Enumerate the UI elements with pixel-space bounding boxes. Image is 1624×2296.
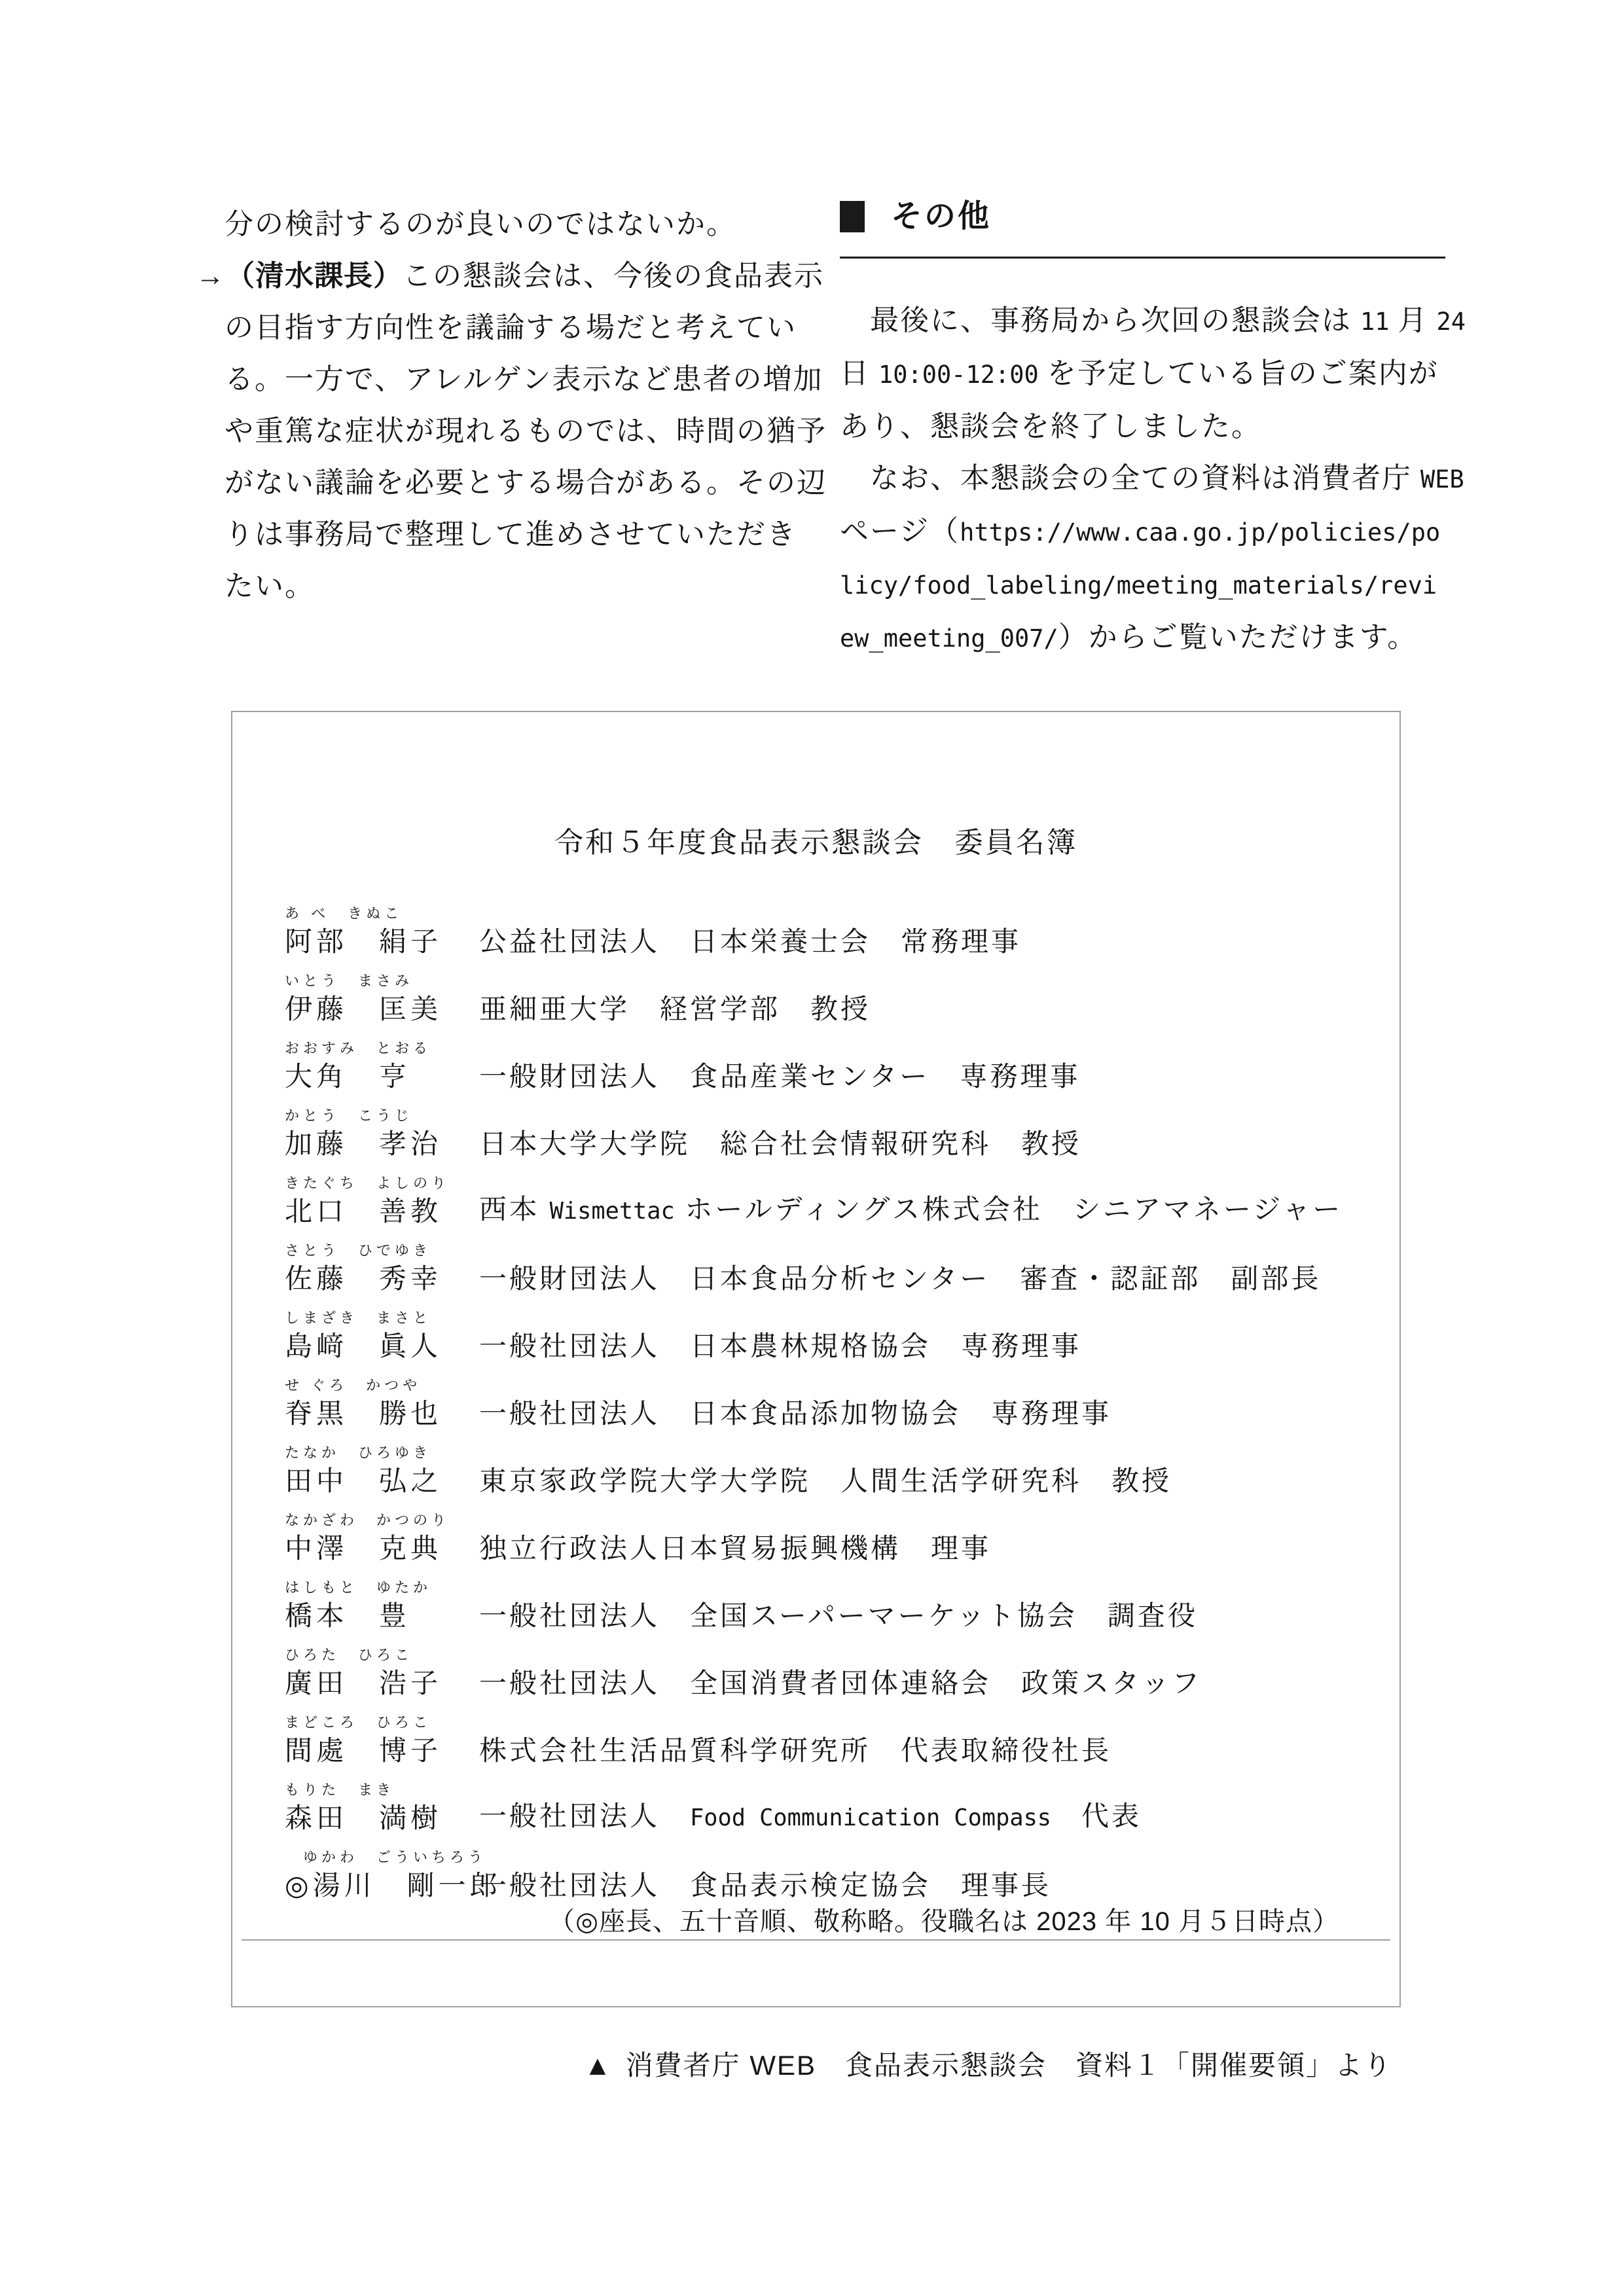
member-row-chair	[285, 1837, 1399, 1904]
text-line-url	[840, 558, 1445, 611]
member-affiliation	[479, 1665, 1202, 1702]
text-segment: 独立行政法人日本貿易振興機構 理事	[479, 1533, 992, 1564]
member-affiliation	[479, 1732, 1111, 1769]
member-furigana: あ べ きぬこ	[285, 905, 403, 922]
member-furigana: かとう こうじ	[285, 1107, 414, 1124]
text-segment: （清水課長）	[226, 260, 403, 292]
square-bullet-icon	[840, 201, 865, 232]
text-segment: 11	[1360, 308, 1390, 336]
member-affiliation	[479, 1191, 1343, 1230]
text-line	[840, 348, 1445, 401]
text-line	[840, 401, 1445, 452]
text-segment: 一般社団法人 日本食品添加物協会 専務理事	[479, 1398, 1112, 1429]
text-segment: 24	[1436, 308, 1466, 336]
text-segment: ホールディングス株式会社 シニアマネージャー	[674, 1194, 1343, 1225]
member-affiliation	[479, 924, 1021, 960]
text-line	[840, 295, 1466, 348]
member-name-cell	[285, 1376, 479, 1432]
roster-title: 令和５年度食品表示懇談会 委員名簿	[554, 827, 1077, 859]
text-segment: 一般社団法人	[479, 1801, 691, 1831]
member-row	[285, 1230, 1399, 1297]
text-segment: Food Communication Compass	[690, 1804, 1052, 1831]
member-name: 間處 博子	[285, 1735, 442, 1766]
member-name-cell	[285, 1039, 479, 1095]
member-furigana: いとう まさみ	[285, 973, 414, 989]
member-row	[285, 1365, 1399, 1432]
text-segment: ）からご覧いただけます。	[1058, 621, 1418, 653]
member-name: 脊黒 勝也	[285, 1398, 442, 1429]
text-segment: 日	[840, 357, 878, 389]
text-segment: りは事務局で整理して進めさせていただき	[225, 518, 797, 550]
member-affiliation	[479, 1328, 1081, 1365]
text-segment: がない議論を必要とする場合がある。その辺	[225, 467, 827, 499]
text-segment: る。一方で、アレルゲン表示など患者の増加	[225, 363, 823, 395]
member-row	[285, 1162, 1399, 1230]
right-column	[840, 196, 1466, 664]
member-row	[285, 1432, 1399, 1499]
source-caption	[231, 2047, 1392, 2084]
text-segment: WEB	[1420, 465, 1464, 493]
text-segment: 西本	[479, 1194, 550, 1225]
member-name-cell	[285, 1241, 479, 1297]
text-segment: https://www.caa.go.jp/policies/po	[960, 518, 1441, 547]
text-segment: →	[196, 260, 226, 292]
member-furigana: たなか ひろゆき	[285, 1444, 432, 1461]
roster-note: （◎座長、五十音順、敬称略。役職名は 2023 年 10 月５日時点）	[549, 1907, 1339, 1936]
member-furigana: ゆかわ ごういちろう	[285, 1849, 487, 1865]
member-name-cell	[285, 1511, 479, 1567]
text-line-speaker	[196, 250, 824, 302]
member-row	[285, 1297, 1399, 1365]
text-line	[196, 302, 804, 353]
member-row	[285, 1499, 1399, 1567]
member-furigana: せ ぐろ かつや	[285, 1377, 422, 1393]
member-affiliation	[479, 1598, 1198, 1634]
text-segment: 一般社団法人 全国消費者団体連絡会 政策スタッフ	[479, 1668, 1202, 1698]
member-row	[285, 1769, 1399, 1837]
member-name-cell	[285, 1645, 479, 1702]
text-line	[196, 198, 804, 250]
member-affiliation	[479, 1867, 1051, 1904]
member-row	[285, 960, 1399, 1028]
member-name-cell	[285, 1713, 479, 1769]
text-segment: 日本大学大学院 総合社会情報研究科 教授	[479, 1128, 1082, 1159]
text-segment: 一般財団法人 食品産業センター 専務理事	[479, 1061, 1081, 1092]
section-body	[840, 295, 1466, 664]
member-name: 佐藤 秀幸	[285, 1263, 442, 1294]
member-furigana: もりた まき	[285, 1782, 395, 1798]
text-segment: 一般社団法人 食品表示検定協会 理事長	[479, 1870, 1052, 1901]
triangle-marker-icon: ▲	[584, 2050, 613, 2081]
text-segment: この懇談会は、今後の食品表示	[403, 260, 824, 292]
text-line	[840, 452, 1464, 505]
member-name: 橋本 豊	[285, 1600, 411, 1631]
member-name: 廣田 浩子	[285, 1668, 442, 1698]
member-row	[285, 1702, 1399, 1769]
member-name-cell	[285, 1106, 479, 1162]
text-segment: を予定している旨のご案内が	[1038, 357, 1439, 389]
text-segment: なお、本懇談会の全ての資料は消費者庁	[840, 462, 1420, 494]
text-segment: たい。	[225, 570, 315, 602]
divider	[242, 1939, 1390, 1941]
member-name: 森田 満樹	[285, 1803, 442, 1833]
text-segment: licy/food_labeling/meeting_materials/revi	[840, 571, 1437, 600]
member-affiliation	[479, 1261, 1321, 1297]
section-heading-label: その他	[891, 199, 992, 234]
member-name: ◎湯川 剛一郎	[285, 1870, 501, 1901]
member-affiliation	[479, 1058, 1080, 1095]
text-line	[196, 509, 804, 560]
member-furigana: しまざき まさと	[285, 1310, 432, 1326]
member-furigana: ひろた ひろこ	[285, 1647, 414, 1663]
text-segment: や重篤な症状が現れるものでは、時間の猶予	[225, 415, 827, 447]
member-name: 島﨑 眞人	[285, 1331, 442, 1361]
text-segment: 亜細亜大学 経営学部 教授	[479, 994, 871, 1024]
text-line	[196, 560, 804, 612]
text-segment: 月	[1389, 304, 1437, 336]
member-furigana: なかざわ かつのり	[285, 1512, 450, 1528]
text-segment: 一般財団法人 日本食品分析センター 審査・認証部 副部長	[479, 1263, 1322, 1294]
member-name-cell	[285, 1578, 479, 1634]
member-affiliation	[479, 991, 871, 1028]
text-segment: Wismettac	[549, 1198, 675, 1225]
text-segment: 最後に、事務局から次回の懇談会は	[840, 304, 1360, 336]
member-furigana: さとう ひでゆき	[285, 1242, 432, 1259]
text-line	[196, 353, 823, 405]
text-line-url	[840, 611, 1445, 664]
text-segment: 一般社団法人 日本農林規格協会 専務理事	[479, 1331, 1082, 1361]
member-name: 中澤 克典	[285, 1533, 442, 1564]
text-segment: 分の検討するのが良いのではないか。	[225, 208, 736, 240]
member-furigana: まどころ ひろこ	[285, 1714, 432, 1731]
text-segment: 東京家政学院大学大学院 人間生活学研究科 教授	[479, 1465, 1172, 1496]
member-furigana: はしもと ゆたか	[285, 1579, 432, 1596]
text-segment: 代表	[1051, 1801, 1142, 1831]
section-heading	[840, 196, 1445, 259]
member-name: 北口 善教	[285, 1196, 442, 1227]
member-affiliation	[479, 1126, 1081, 1162]
left-column	[196, 198, 827, 612]
text-segment: ページ（	[840, 515, 960, 547]
member-row	[285, 1028, 1399, 1095]
member-name: 加藤 孝治	[285, 1128, 442, 1159]
text-segment: 10:00-12:00	[878, 361, 1039, 389]
source-caption-text: 消費者庁 WEB 食品表示懇談会 資料１「開催要領」より	[625, 2050, 1392, 2081]
member-name: 大角 亨	[285, 1061, 411, 1092]
member-furigana: きたぐち よしのり	[285, 1175, 450, 1191]
text-segment: 一般社団法人 全国スーパーマーケット協会 調査役	[479, 1600, 1198, 1631]
member-name: 阿部 絹子	[285, 926, 442, 957]
member-name-cell	[285, 1848, 501, 1904]
text-segment: の目指す方向性を議論する場だと考えてい	[225, 312, 797, 344]
member-name-cell	[285, 904, 479, 960]
member-name-cell	[285, 971, 479, 1028]
roster-rows	[232, 893, 1399, 1904]
member-affiliation	[479, 1530, 991, 1567]
member-name-cell	[285, 1308, 479, 1365]
text-line	[196, 405, 827, 457]
member-name: 田中 弘之	[285, 1465, 442, 1496]
member-furigana: おおすみ とおる	[285, 1040, 432, 1056]
member-roster-box	[231, 711, 1401, 2007]
member-row	[285, 1095, 1399, 1162]
member-row	[285, 1634, 1399, 1702]
member-affiliation	[479, 1395, 1111, 1432]
text-segment: ew_meeting_007/	[840, 624, 1058, 653]
text-line	[196, 457, 827, 509]
text-segment: 公益社団法人 日本栄養士会 常務理事	[479, 926, 1022, 957]
member-name-cell	[285, 1174, 479, 1230]
member-affiliation	[479, 1463, 1172, 1499]
member-row	[285, 1567, 1399, 1634]
member-row	[285, 893, 1399, 960]
text-segment: 株式会社生活品質科学研究所 代表取締役社長	[479, 1735, 1112, 1766]
member-name-cell	[285, 1780, 479, 1837]
member-name: 伊藤 匡美	[285, 994, 442, 1024]
member-name-cell	[285, 1443, 479, 1499]
text-line-url	[840, 505, 1445, 558]
member-affiliation	[479, 1798, 1142, 1837]
text-segment: あり、懇談会を終了しました。	[840, 410, 1261, 442]
